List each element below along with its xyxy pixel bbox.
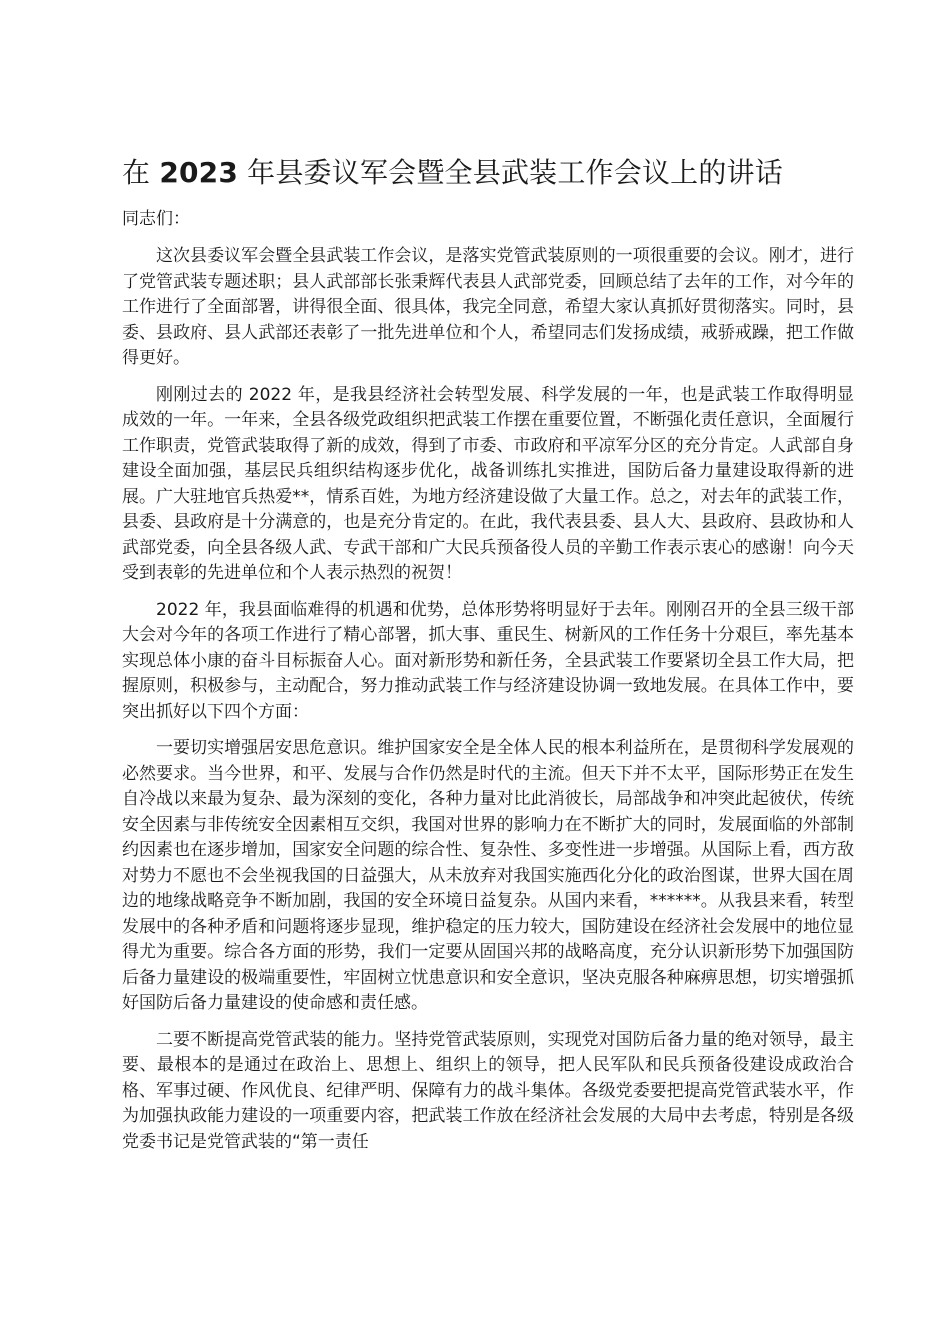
paragraph-4: 一要切实增强居安思危意识。维护国家安全是全体人民的根本利益所在，是贯彻科学发展观的必然要求。当今世界，和平、发展与合作仍然是时代的主流。但天下并不太平，国际形势正在发生自冷战以来最为复杂、最为深刻的变化，各种力量对比此消彼长，局部战争和冲突此起彼伏，传统安全因素与非传统安全因素相互交织，我国对世界的影响力在不断扩大的同时，发展面临的外部制约因素也在逐步增加，国家安全问题的综合性、复杂性、多变性进一步增强。从国际上看，西方敌对势力不愿也不会坐视我国的日益强大，从未放弃对我国实施西化分化的政治图谋，世界大国在周边的地缘战略竞争不断加剧，我国的安全环境日益复杂。从国内来看，******。从我县来看，转型发展中的各种矛盾和问题将逐步显现，维护稳定的压力较大，国防建设在经济社会发展中的地位显得尤为重要。综合各方面的形势，我们一定要从固国兴邦的战略高度，充分认识新形势下加强国防后备力量建设的极端重要性，牢固树立忧患意识和安全意识，坚决克服各种麻痹思想，切实增强抓好国防后备力量建设的使命感和责任感。 xyxy=(122,738,854,1013)
paragraph-2: 刚刚过去的 2022 年，是我县经济社会转型发展、科学发展的一年，也是武装工作取得明显成效的一年。一年来，全县各级党政组织把武装工作摆在重要位置，不断强化责任意识，全面履行工作职责，党管武装取得了新的成效，得到了市委、市政府和平凉军分区的充分肯定。人武部自身建设全面加强，基层民兵组织结构逐步优化，战备训练扎实推进，国防后备力量建设取得新的进展。广大驻地官兵热爱**，情系百姓，为地方经济建设做了大量工作。总之，对去年的武装工作，县委、县政府是十分满意的，也是充分肯定的。在此，我代表县委、县人大、县政府、县政协和人武部党委，向全县各级人武、专武干部和广大民兵预备役人员的辛勤工作表示衷心的感谢！向今天受到表彰的先进单位和个人表示热烈的祝贺！ xyxy=(122,384,854,583)
document-title xyxy=(122,150,854,196)
title-year: 2023 xyxy=(159,156,239,189)
salutation: 同志们： xyxy=(122,209,190,229)
title-suffix: 年县委议军会暨全县武装工作会议上的讲话 xyxy=(247,156,783,189)
paragraph-5: 二要不断提高党管武装的能力。坚持党管武装原则，实现党对国防后备力量的绝对领导，最主要、最根本的是通过在政治上、思想上、组织上的领导，把人民军队和民兵预备役建设成政治合格、军事过硬、作风优良、纪律严明、保障有力的战斗集体。各级党委要把提高党管武装水平，作为加强执政能力建设的一项重要内容，把武装工作放在经济社会发展的大局中去考虑，特别是各级党委书记是党管武装的“第一责任 xyxy=(122,1029,854,1152)
title-prefix: 在 xyxy=(122,156,151,189)
paragraph-1: 这次县委议军会暨全县武装工作会议，是落实党管武装原则的一项很重要的会议。刚才，进行了党管武装专题述职；县人武部部长张秉辉代表县人武部党委，回顾总结了去年的工作，对今年的工作进行了全面部署，讲得很全面、很具体，我完全同意，希望大家认真抓好贯彻落实。同时，县委、县政府、县人武部还表彰了一批先进单位和个人，希望同志们发扬成绩，戒骄戒躁，把工作做得更好。 xyxy=(122,246,854,368)
document-body xyxy=(122,244,854,1166)
paragraph-3: 2022 年，我县面临难得的机遇和优势，总体形势将明显好于去年。刚刚召开的全县三级干部大会对今年的各项工作进行了精心部署，抓大事、重民生、树新风的工作任务十分艰巨，率先基本实现总体小康的奋斗目标振奋人心。面对新形势和新任务，全县武装工作要紧切全县工作大局，把握原则，积极参与，主动配合，努力推动武装工作与经济建设协调一致地发展。在具体工作中，要突出抓好以下四个方面： xyxy=(122,599,854,722)
